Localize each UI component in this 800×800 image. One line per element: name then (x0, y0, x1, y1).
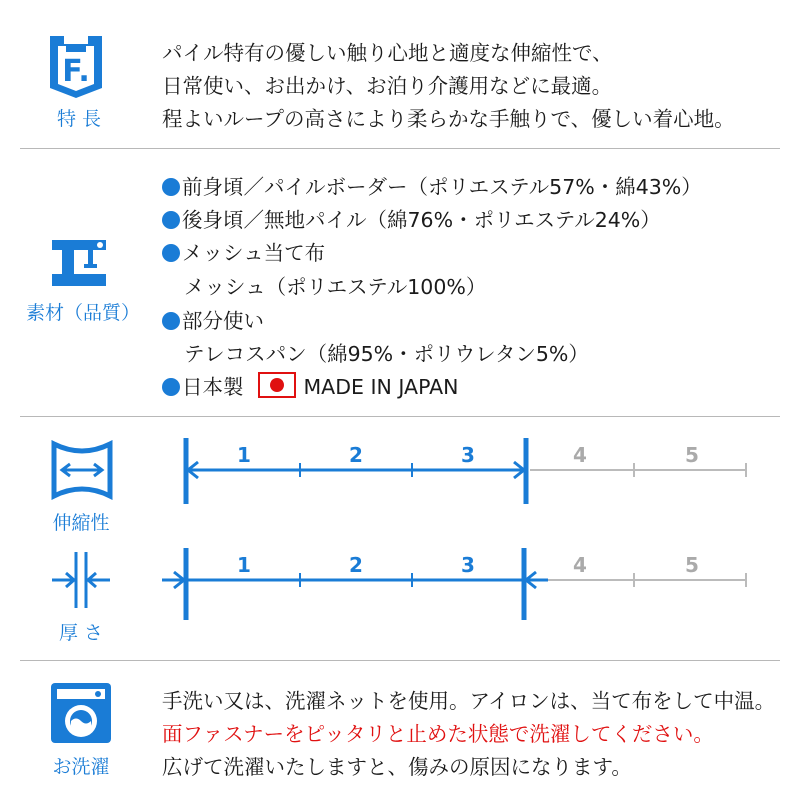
washing-label: お洗濯 (52, 756, 110, 778)
scale-tick-label: 3 (461, 553, 475, 577)
scale-tick-label: 4 (573, 443, 587, 467)
scale-tick-label: 1 (237, 553, 251, 577)
washing-line-3: 広げて洗濯いたしますと、傷みの原因になります。 (162, 755, 632, 779)
svg-text:F.: F. (62, 54, 90, 89)
material-label: 素材（品質） (26, 302, 141, 324)
material-item-3-detail: メッシュ（ポリエステル100%） (184, 275, 487, 299)
scale-tick-label: 4 (573, 553, 587, 577)
features-line-1: パイル特有の優しい触り心地と適度な伸縮性で、 (162, 41, 613, 65)
material-item-2: 後身頃／無地パイル（綿76%・ポリエステル24%） (162, 203, 661, 233)
scale-tick-label: 5 (685, 553, 699, 577)
material-item-4: 部分使い (162, 304, 264, 334)
material-item-1: 前身頃／パイルボーダー（ポリエステル57%・綿43%） (162, 170, 702, 200)
made-in-japan: MADE IN JAPAN (303, 375, 459, 399)
divider (20, 148, 780, 149)
scale-tick-label: 2 (349, 443, 363, 467)
scale-tick-label: 1 (237, 443, 251, 467)
thickness-label: 厚 さ (58, 622, 104, 644)
washing-line-1: 手洗い又は、洗濯ネットを使用。アイロンは、当て布をして中温。 (162, 689, 776, 713)
features-line-2: 日常使い、お出かけ、お泊り介護用などに最適。 (162, 74, 613, 98)
features-line-3: 程よいループの高さにより柔らかな手触りで、優しい着心地。 (162, 107, 735, 131)
stretch-icon (50, 440, 114, 500)
stretch-scale (160, 432, 760, 512)
bullet-icon (162, 312, 180, 330)
washing-warning: 面ファスナーをピッタリと止めた状態で洗濯してください。 (162, 722, 714, 746)
divider (20, 660, 780, 661)
sewing-machine-icon (46, 236, 116, 292)
scale-tick-label: 3 (461, 443, 475, 467)
bullet-icon (162, 211, 180, 229)
scale-tick-label: 5 (685, 443, 699, 467)
material-item-3: メッシュ当て布 (162, 236, 325, 266)
scale-tick-label: 2 (349, 553, 363, 577)
material-item-4-detail: テレコスパン（綿95%・ポリウレタン5%） (184, 342, 589, 366)
tag-f-icon (44, 30, 114, 100)
thickness-icon (48, 550, 114, 610)
japan-flag-icon (258, 372, 296, 398)
features-label: 特 長 (56, 108, 102, 130)
washing-machine-icon (48, 680, 114, 746)
bullet-icon (162, 378, 180, 396)
material-origin: 日本製 MADE IN JAPAN (162, 370, 458, 400)
divider (20, 416, 780, 417)
thickness-scale (160, 544, 760, 624)
bullet-icon (162, 178, 180, 196)
stretch-label: 伸縮性 (52, 512, 110, 534)
bullet-icon (162, 244, 180, 262)
